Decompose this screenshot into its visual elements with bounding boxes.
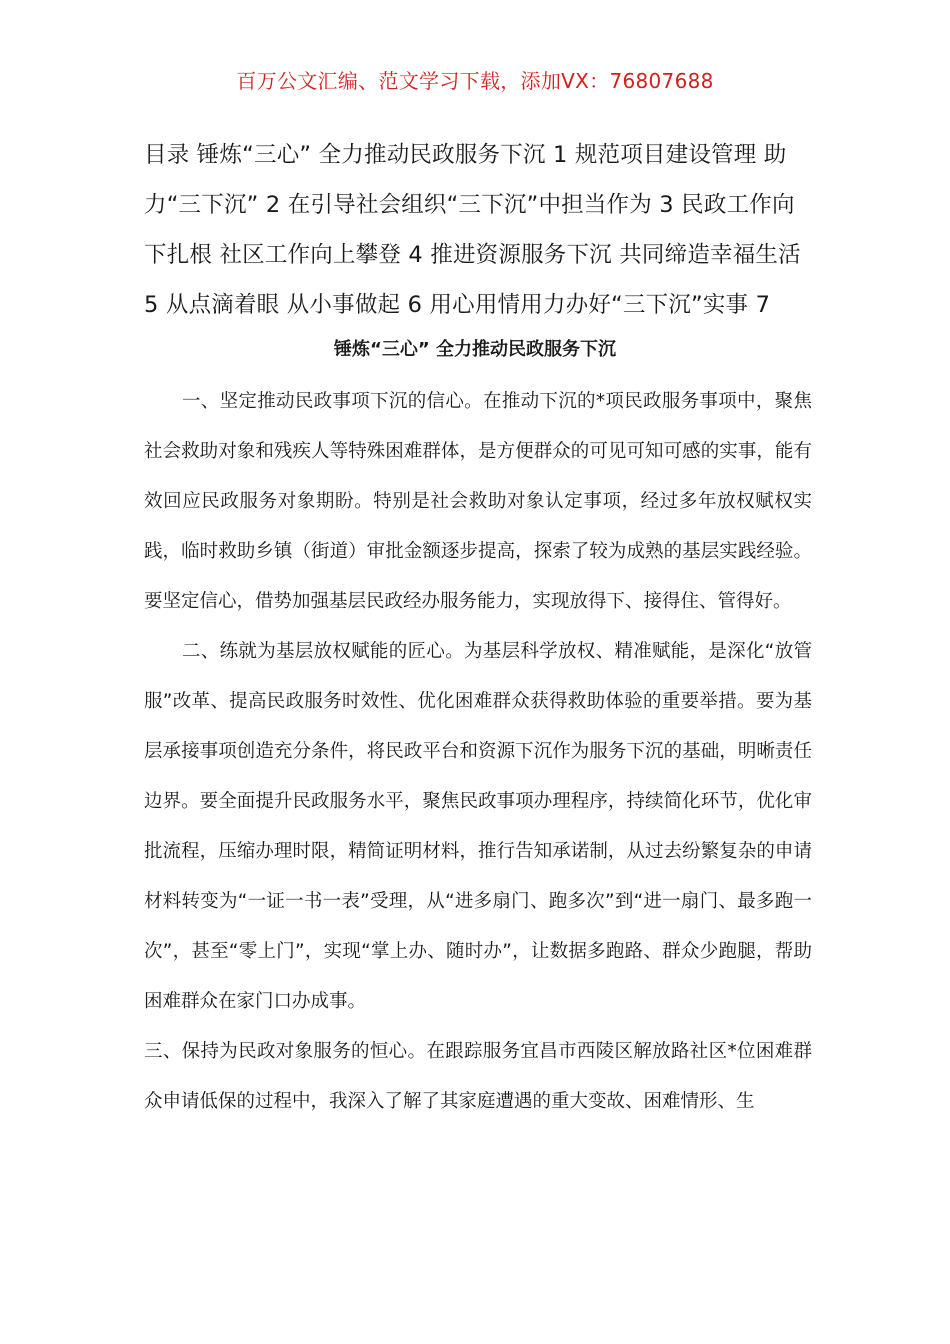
paragraph-2: 二、练就为基层放权赋能的匠心。为基层科学放权、精准赋能，是深化“放管服”改革、提高民政服务时效性、优化困难群众获得救助体验的重要举措。要为基层承接事项创造充分条件，将民政平台和资源下沉作为服务下沉的基础，明晰责任边界。要全面提升民政服务水平，聚焦民政事项办理程序，持续简化环节，优化审批流程，压缩办理时限，精简证明材料，推行告知承诺制，从过去纷繁复杂的申请材料转变为“一证一书一表”受理，从“进多扇门、跑多次”到“进一扇门、最多跑一次”，甚至“零上门”，实现“掌上办、随时办”，让数据多跑路、群众少跑腿，帮助困难群众在家门口办成事。	[144, 641, 812, 1012]
header-watermark-text: 百万公文汇编、范文学习下载，添加VX：76807688	[236, 69, 714, 93]
table-of-contents: 目录 锤炼“三心” 全力推动民政服务下沉 1 规范项目建设管理 助力“三下沉” 2 在引导社会组织“三下沉”中担当作为 3 民政工作向下扎根 社区工作向上攀登 4 推进资源服务下沉 共同缔造幸福生活 5 从点滴着眼 从小事做起 6 用心用情用力办好“三下沉”实事 7	[144, 142, 801, 318]
document-body	[144, 377, 812, 1127]
paragraph-3: 三、保持为民政对象服务的恒心。在跟踪服务宜昌市西陵区解放路社区*位困难群众申请低保的过程中，我深入了解了其家庭遭遇的重大变故、困难情形、生	[144, 1041, 812, 1112]
document-title: 锤炼“三心” 全力推动民政服务下沉	[334, 339, 616, 360]
paragraph-1: 一、坚定推动民政事项下沉的信心。在推动下沉的*项民政服务事项中，聚焦社会救助对象和残疾人等特殊困难群体，是方便群众的可见可知可感的实事，能有效回应民政服务对象期盼。特别是社会救助对象认定事项，经过多年放权赋权实践，临时救助乡镇（街道）审批金额逐步提高，探索了较为成熟的基层实践经验。要坚定信心，借势加强基层民政经办服务能力，实现放得下、接得住、管得好。	[144, 391, 812, 612]
